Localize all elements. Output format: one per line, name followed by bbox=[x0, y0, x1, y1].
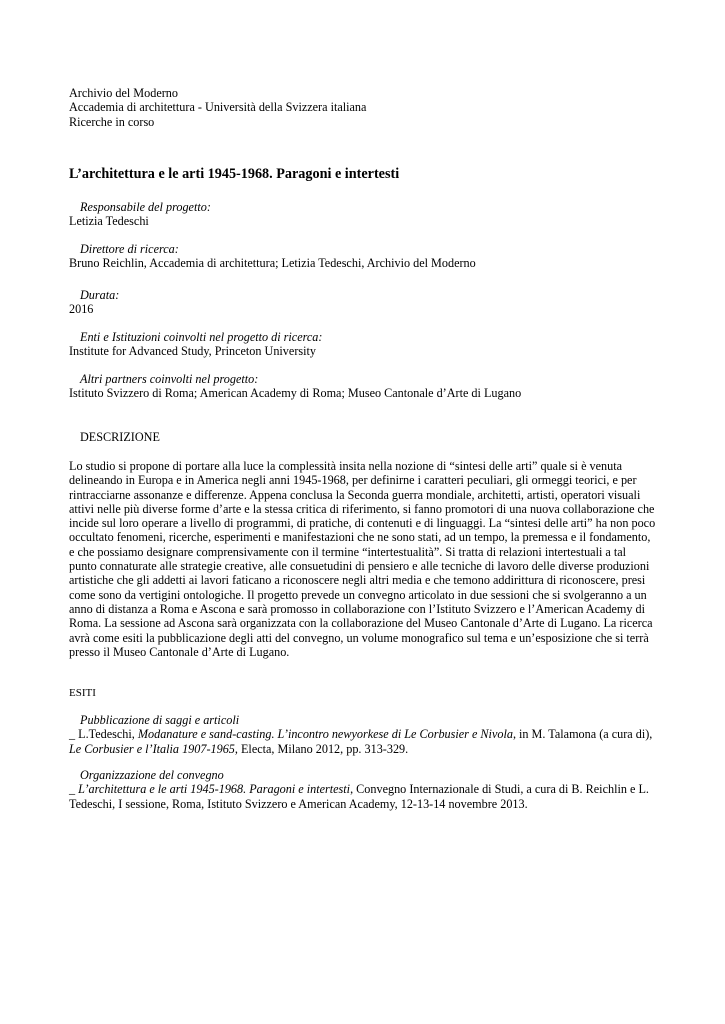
convegno-label: Organizzazione del convegno bbox=[80, 768, 224, 782]
field-value: Letizia Tedeschi bbox=[69, 214, 149, 229]
header-line-archive: Archivio del Moderno bbox=[69, 86, 178, 100]
convegno-line-1 bbox=[69, 782, 669, 796]
pubblicazione-line-1 bbox=[69, 727, 669, 741]
field-value: Bruno Reichlin, Accademia di architettura; Letizia Tedeschi, Archivio del Moderno bbox=[69, 256, 476, 271]
body-line: avrà come esiti la pubblicazione degli atti del convegno, un volume monografico sul tema e un’esposizione che si terrà bbox=[69, 630, 649, 645]
body-line: Roma. La sessione ad Ascona sarà organizzata con la collaborazione del Museo Cantonale d’Arte di Lugano. La ricerca bbox=[69, 616, 653, 631]
pubblicazione-line-2 bbox=[69, 742, 669, 756]
citation-prefix: _ L.Tedeschi, bbox=[69, 727, 138, 742]
body-line: anno di distanza a Roma e Ascona e sarà promosso in collaborazione con l’Istituto Svizzero e l’American Academy di bbox=[69, 601, 646, 616]
esiti-heading: ESITI bbox=[69, 687, 96, 699]
field-direttore bbox=[69, 242, 669, 271]
field-label: Altri partners coinvolti nel progetto: bbox=[80, 372, 259, 386]
field-partners bbox=[69, 372, 669, 401]
esiti-pubblicazione bbox=[69, 713, 669, 756]
convegno-suffix: , Convegno Internazionale di Studi, a cura di B. Reichlin e L. bbox=[350, 782, 649, 797]
body-line: come sono da vertigini ontologiche. Il progetto prevede un convegno articolato in due sessioni che si svolgeranno a un bbox=[69, 587, 647, 602]
body-line: attivi nelle più diverse forme d’arte e la stessa critica di riferimento, si fanno promotori di una nuova collaborazione che bbox=[69, 501, 655, 516]
body-line: Lo studio si propone di portare alla luce la complessità insita nella nozione di “sintesi delle arti” quale si è venuta bbox=[69, 459, 623, 473]
citation-publisher: , Electa, Milano 2012, pp. 313-329. bbox=[234, 741, 409, 756]
field-responsabile bbox=[69, 200, 669, 229]
body-line: occultato fenomeni, ricerche, esperimenti e manifestazioni che ne sono stati, ad un tempo, la premessa e il fondamento, bbox=[69, 530, 651, 545]
field-label: Durata: bbox=[80, 288, 120, 302]
body-line: punto connaturate alle strategie creative, alle consuetudini di pensiero e alle tecniche di lavoro delle diverse produzioni bbox=[69, 559, 650, 574]
institution-header bbox=[69, 86, 669, 129]
body-line: e che possiamo designare comprensivamente con il termine “intertestualità”. Si tratta di relazioni intertestuali a tal bbox=[69, 544, 627, 559]
citation-title: Modanature e sand-casting. L’incontro newyorkese di Le Corbusier e Nivola bbox=[137, 727, 513, 742]
citation-suffix: , in M. Talamona (a cura di), bbox=[512, 727, 653, 742]
header-line-academy: Accademia di architettura - Università della Svizzera italiana bbox=[69, 100, 367, 115]
body-line: delineando in Europa e in America negli anni 1945-1968, per definirne i caratteri peculiari, gli ormeggi teorici, e per bbox=[69, 473, 637, 488]
field-value: Institute for Advanced Study, Princeton University bbox=[69, 344, 316, 359]
field-value: 2016 bbox=[69, 302, 94, 317]
body-line: incide sul loro operare a livello di programmi, di pratiche, di contenuti e di linguaggi. La “sintesi delle arti” ha non poco bbox=[69, 516, 656, 531]
document-title: L’architettura e le arti 1945-1968. Paragoni e intertesti bbox=[69, 166, 400, 182]
field-enti bbox=[69, 330, 669, 359]
esiti-convegno bbox=[69, 768, 669, 811]
citation-book-title: Le Corbusier e l’Italia 1907-1965 bbox=[69, 741, 235, 756]
convegno-prefix: _ bbox=[69, 782, 79, 797]
convegno-title: L’architettura e le arti 1945-1968. Paragoni e intertesti bbox=[78, 782, 351, 797]
body-line: artistiche che gli addetti ai lavori faticano a riconoscere negli altri media e che temono addirittura di riconoscere, presi bbox=[69, 573, 646, 588]
body-line: rintracciarne assonanze e differenze. Appena conclusa la Seconda guerra mondiale, architetti, artisti, operatori visuali bbox=[69, 487, 641, 502]
descrizione-body bbox=[69, 459, 659, 659]
body-line: presso il Museo Cantonale d’Arte di Lugano. bbox=[69, 644, 290, 659]
field-label: Direttore di ricerca: bbox=[80, 242, 179, 256]
field-durata bbox=[69, 288, 669, 317]
field-value: Istituto Svizzero di Roma; American Academy di Roma; Museo Cantonale d’Arte di Lugano bbox=[69, 386, 522, 401]
header-line-section: Ricerche in corso bbox=[69, 114, 155, 129]
convegno-line-2: Tedeschi, I sessione, Roma, Istituto Svizzero e American Academy, 12-13-14 novembre 2013. bbox=[69, 796, 528, 811]
descrizione-heading: DESCRIZIONE bbox=[80, 430, 160, 444]
field-label: Responsabile del progetto: bbox=[80, 200, 211, 214]
field-label: Enti e Istituzioni coinvolti nel progetto di ricerca: bbox=[80, 330, 323, 344]
pubblicazione-label: Pubblicazione di saggi e articoli bbox=[80, 713, 240, 727]
